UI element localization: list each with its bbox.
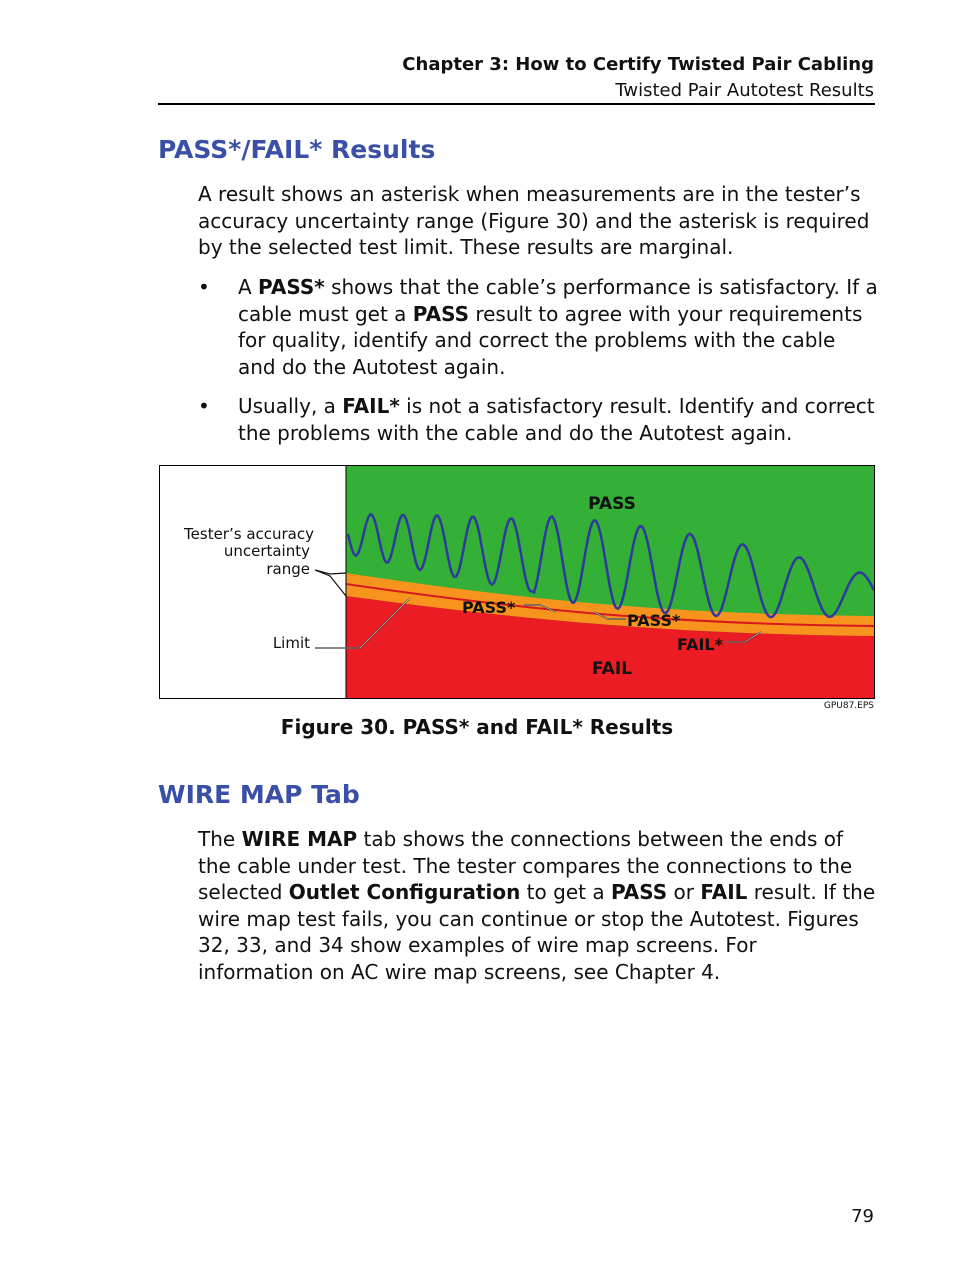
label-fail: FAIL [592,659,632,679]
section-heading-wire-map: WIRE MAP Tab [158,780,360,809]
label-range-line2: uncertainty [223,542,310,560]
wire-map-paragraph: The WIRE MAP tab shows the connections between the ends of the cable under test. The tester compares the connections to the selected Outlet Configuration to get a PASS or FAIL result. If the wire map test fails, you can continue or stop the Autotest. Figures 32, 33, and 34 show examples of wire map screens. For information on AC wire map screens, see Chapter 4. [198,827,876,984]
label-fail-star: FAIL* [677,635,723,654]
section-heading-pass-fail: PASS*/FAIL* Results [158,135,436,164]
page-number: 79 [851,1206,874,1227]
label-pass-star-1: PASS* [462,598,516,617]
figure-pass-fail-diagram [159,465,875,699]
diagram-svg [160,466,874,698]
label-pass: PASS [588,494,636,514]
figure-caption: Figure 30. PASS* and FAIL* Results [280,715,674,739]
header-rule [158,103,875,105]
header-chapter: Chapter 3: How to Certify Twisted Pair Cabling [402,54,874,75]
bullet-marker: • [198,394,210,418]
figure-file-id: GPU87.EPS [823,701,874,711]
intro-paragraph: A result shows an asterisk when measurements are in the tester’s accuracy uncertainty range (Figure 30) and the asterisk is required by the selected test limit. These results are marginal. [198,182,870,259]
label-limit: Limit [272,634,310,652]
label-pass-star-2: PASS* [627,611,681,630]
bullet-marker: • [198,275,210,299]
bullet-fail [198,393,878,446]
bullet-pass [198,274,878,380]
running-header [402,52,874,104]
header-section: Twisted Pair Autotest Results [615,80,874,101]
label-range-line1: Tester’s accuracy [184,525,314,543]
bullet-pass-text: A PASS* shows that the cable’s performance is satisfactory. If a cable must get a PASS result to agree with your requirements for quality, identify and correct the problems with the cable and do the Autotest again. [238,275,878,379]
bullet-fail-text: Usually, a FAIL* is not a satisfactory result. Identify and correct the problems with the cable and do the Autotest again. [238,394,875,445]
label-range-line3: range [266,560,310,578]
